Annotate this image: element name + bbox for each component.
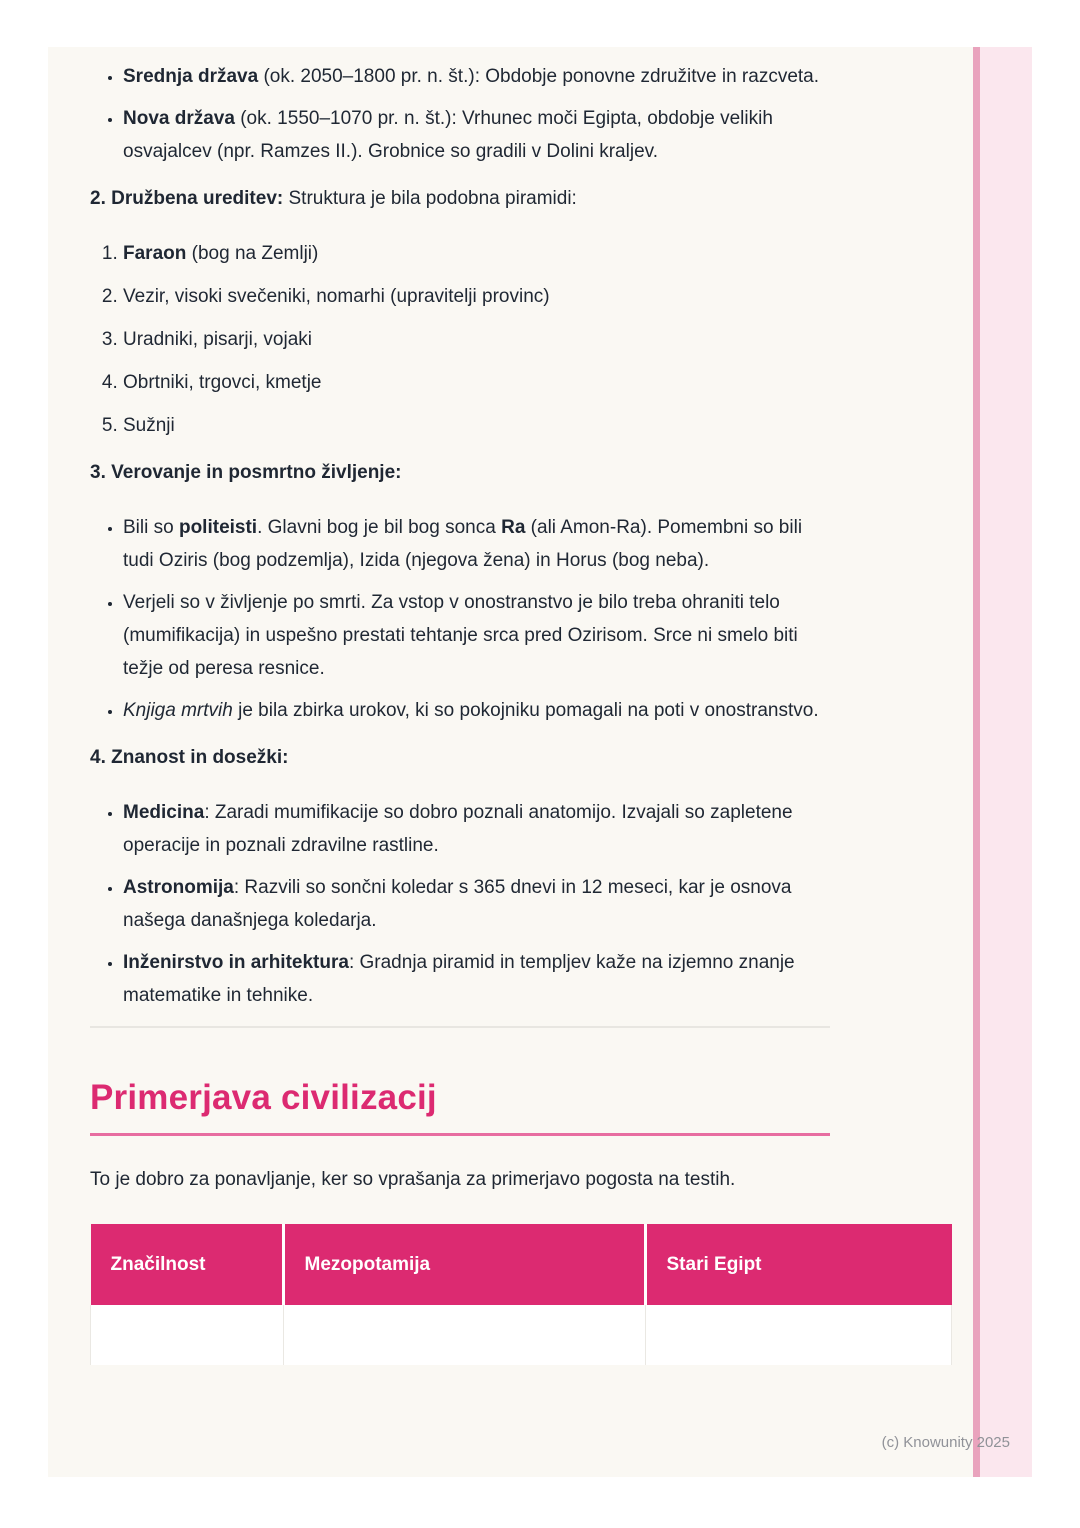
text-run: je bila zbirka urokov, ki so pokojniku pomagali na poti v onostranstvo. <box>232 700 819 721</box>
notes-content <box>48 47 830 1365</box>
table-cell-empty <box>91 1305 284 1365</box>
text-run: Struktura je bila podobna piramidi: <box>283 188 577 209</box>
kingdom-period-item <box>123 102 830 168</box>
text-run: Vezir, visoki svečeniki, nomarhi (upravitelji provinc) <box>123 286 550 307</box>
table-row <box>91 1305 952 1365</box>
notes-page <box>48 47 1032 1477</box>
heading-underline-rule <box>90 1133 830 1136</box>
science-list <box>90 796 830 1012</box>
section-heading-society <box>90 182 830 215</box>
religion-item <box>123 586 830 685</box>
text-run: Obrtniki, trgovci, kmetje <box>123 372 322 393</box>
comparison-heading: Primerjava civilizacij <box>90 1078 437 1117</box>
bold-text: 2. Družbena ureditev: <box>90 188 284 209</box>
text-run: (ok. 2050–1800 pr. n. št.): Obdobje ponovne združitve in razcveta. <box>258 66 820 87</box>
bold-text: Faraon <box>123 243 187 264</box>
bold-text: Nova država <box>123 108 235 129</box>
text-run: Bili so <box>123 517 179 538</box>
bold-text: Srednja država <box>123 66 259 87</box>
bold-text: 3. Verovanje in posmrtno življenje: <box>90 462 402 483</box>
table-header-cell: Značilnost <box>91 1224 284 1305</box>
table-cell-empty <box>645 1305 952 1365</box>
text-run: (bog na Zemlji) <box>186 243 319 264</box>
bold-text: Astronomija <box>123 877 234 898</box>
comparison-table <box>90 1224 952 1365</box>
society-hierarchy-list <box>90 237 830 442</box>
science-item <box>123 796 830 862</box>
italic-text: Knjiga mrtvih <box>123 700 233 721</box>
religion-item <box>123 694 830 727</box>
table-header-cell: Stari Egipt <box>645 1224 952 1305</box>
society-hierarchy-item <box>123 237 830 270</box>
kingdom-period-item <box>123 60 830 93</box>
science-item <box>123 871 830 937</box>
bold-text: Ra <box>501 517 526 538</box>
text-run: (ok. 1550–1070 pr. n. št.): Vrhunec moči Egipta, obdobje velikih osvajalcev (npr. Ramzes II.). Grobnice so gradili v Dolini kraljev. <box>123 108 773 162</box>
text-run: Verjeli so v življenje po smrti. Za vstop v onostranstvo je bilo treba ohraniti telo (mumifikacija) in uspešno prestati tehtanje srca pred Ozirisom. Srce ni smelo biti težje od peresa resnice. <box>123 592 798 679</box>
table-header-row <box>91 1224 952 1305</box>
table-header-cell: Mezopotamija <box>283 1224 645 1305</box>
text-run: . Glavni bog je bil bog sonca <box>257 517 502 538</box>
text-run: Uradniki, pisarji, vojaki <box>123 329 313 350</box>
society-hierarchy-item <box>123 409 830 442</box>
comparison-intro: To je dobro za ponavljanje, ker so vprašanja za primerjavo pogosta na testih. <box>90 1169 736 1190</box>
text-run: : Zaradi mumifikacije so dobro poznali anatomijo. Izvajali so zapletene operacije in poznali zdravilne rastline. <box>123 802 793 856</box>
science-item <box>123 946 830 1012</box>
section-divider <box>90 1026 830 1028</box>
society-hierarchy-item <box>123 323 830 356</box>
page-edge-stripe <box>973 47 1032 1477</box>
section-heading-religion <box>90 456 830 489</box>
text-run: : Razvili so sončni koledar s 365 dnevi in 12 meseci, kar je osnova našega današnjega koledarja. <box>123 877 792 931</box>
table-cell-empty <box>283 1305 645 1365</box>
text-run: Sužnji <box>123 415 175 436</box>
bold-text: politeisti <box>178 517 258 538</box>
kingdom-periods-list <box>90 60 830 168</box>
bold-text: 4. Znanost in dosežki: <box>90 747 289 768</box>
watermark: (c) Knowunity 2025 <box>881 1434 1010 1451</box>
bold-text: Inženirstvo in arhitektura <box>123 952 349 973</box>
religion-list <box>90 511 830 727</box>
society-hierarchy-item <box>123 366 830 399</box>
text-run: (ali Amon-Ra). Pomembni so bili tudi Oziris (bog podzemlja), Izida (njegova žena) in Horus (bog neba). <box>123 517 803 571</box>
bold-text: Medicina <box>123 802 205 823</box>
religion-item <box>123 511 830 577</box>
text-run: : Gradnja piramid in templjev kaže na izjemno znanje matematike in tehnike. <box>123 952 795 1006</box>
section-heading-science <box>90 741 830 774</box>
society-hierarchy-item <box>123 280 830 313</box>
